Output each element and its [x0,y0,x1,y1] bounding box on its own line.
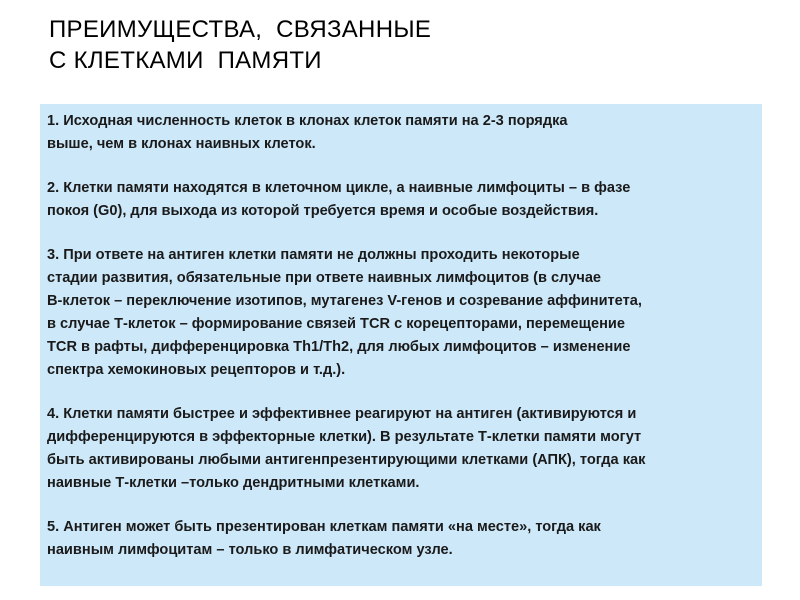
paragraph-line: покоя (G0), для выхода из которой требуется время и особые воздействия. [47,203,599,219]
paragraph-line: наивные Т-клетки –только дендритными клетками. [47,475,420,491]
slide-title-line-1: ПРЕИМУЩЕСТВА, СВЯЗАННЫЕ [49,16,432,43]
paragraph-line: TCR в рафты, дифференцировка Th1/Th2, для любых лимфоцитов – изменение [47,339,631,355]
paragraph-line: выше, чем в клонах наивных клеток. [47,136,316,152]
paragraph-line: 2. Клетки памяти находятся в клеточном цикле, а наивные лимфоциты – в фазе [47,180,631,196]
paragraph-line: 4. Клетки памяти быстрее и эффективнее реагируют на антиген (активируются и [47,406,637,422]
paragraph-line: 1. Исходная численность клеток в клонах клеток памяти на 2-3 порядка [47,113,568,129]
paragraph-line: 5. Антиген может быть презентирован клеткам памяти «на месте», тогда как [47,519,601,535]
slide-title [49,14,431,76]
advantage-paragraph-5 [47,516,756,562]
paragraph-line: дифференцируются в эффекторные клетки). В результате Т-клетки памяти могут [47,429,642,445]
paragraph-line: 3. При ответе на антиген клетки памяти не должны проходить некоторые [47,247,580,263]
advantage-paragraph-3 [47,244,756,382]
advantage-paragraph-2 [47,177,756,223]
paragraph-line: быть активированы любыми антигенпрезентирующими клетками (АПК), тогда как [47,452,646,468]
advantage-paragraph-1 [47,110,756,156]
slide-title-line-2: С КЛЕТКАМИ ПАМЯТИ [49,47,322,74]
paragraph-line: стадии развития, обязательные при ответе наивных лимфоцитов (в случае [47,270,602,286]
advantage-paragraph-4 [47,403,756,495]
paragraph-line: В-клеток – переключение изотипов, мутагенез V-генов и созревание аффинитета, [47,293,642,309]
paragraph-line: спектра хемокиновых рецепторов и т.д.). [47,362,346,378]
paragraph-line: наивным лимфоцитам – только в лимфатическом узле. [47,542,453,558]
paragraph-line: в случае Т-клеток – формирование связей TCR с корецепторами, перемещение [47,316,625,332]
content-box [40,104,762,586]
